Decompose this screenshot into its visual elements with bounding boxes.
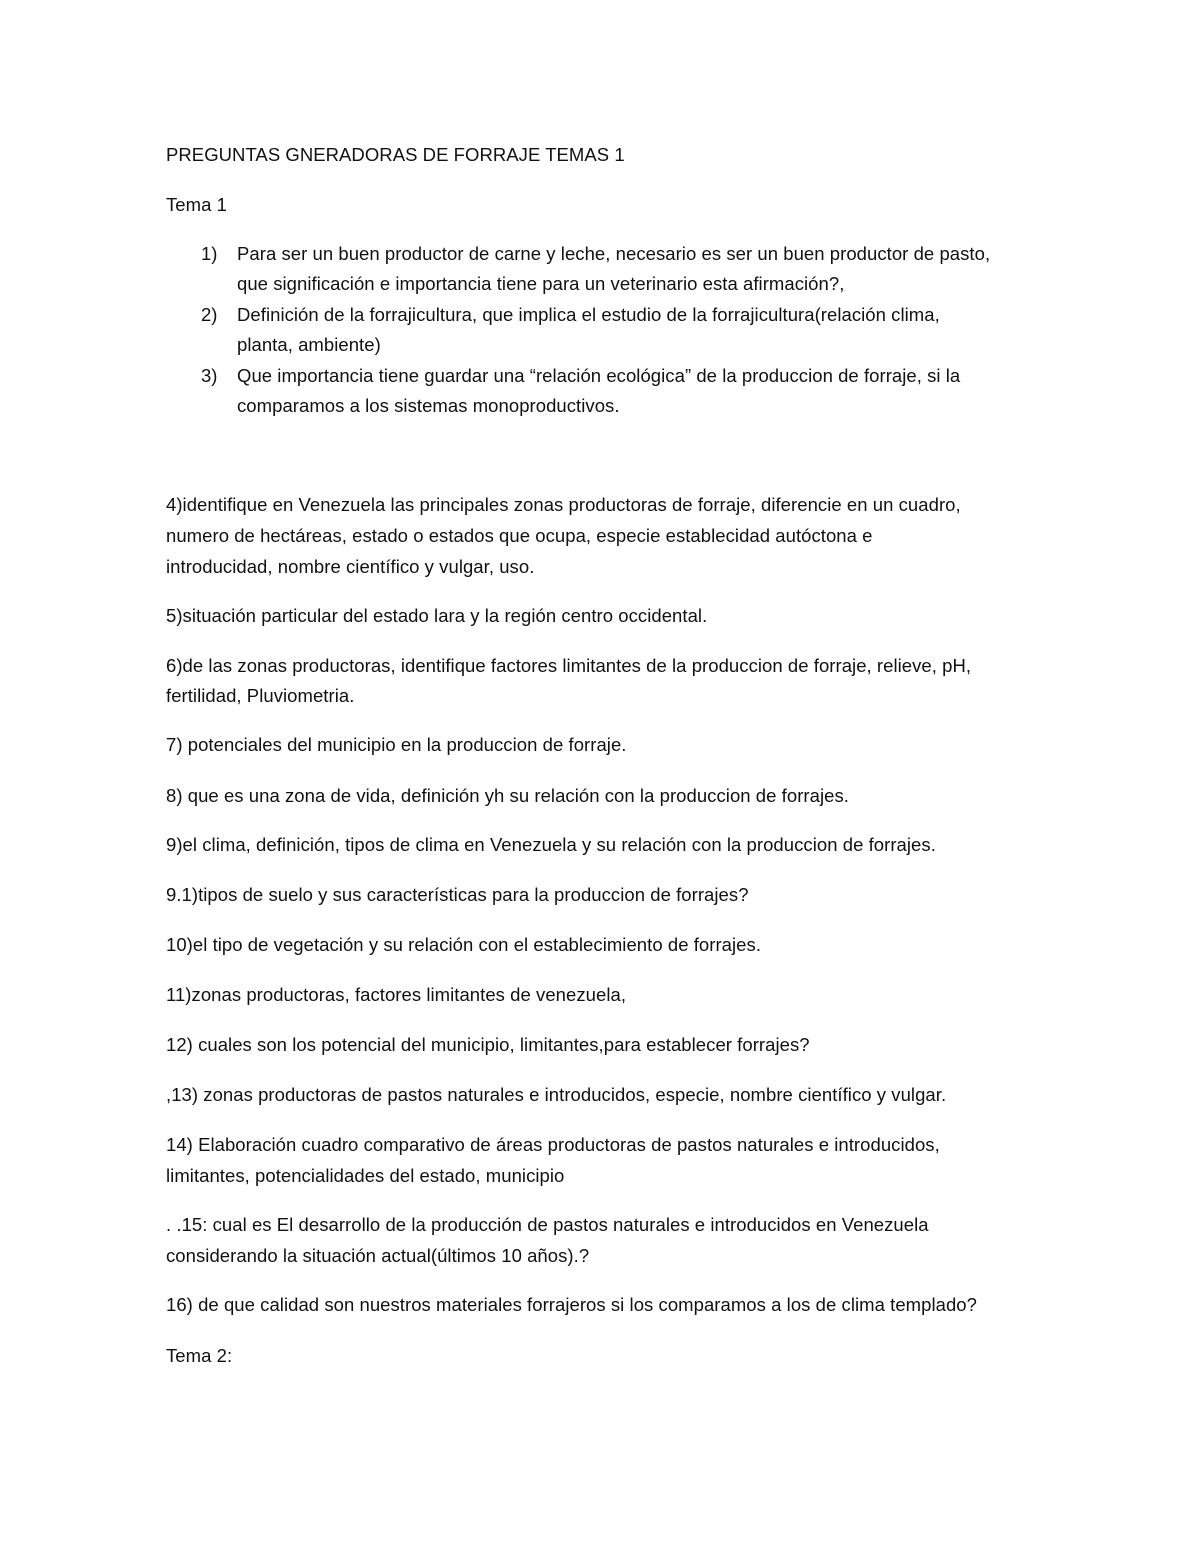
document-title: PREGUNTAS GNERADORAS DE FORRAJE TEMAS 1 [166,144,625,165]
tema-1-heading: Tema 1 [166,194,227,215]
list-item-1-line-1: Para ser un buen productor de carne y leche, necesario es ser un buen productor de pasto, [237,243,991,264]
paragraph-5: 5)situación particular del estado lara y la región centro occidental. [166,605,708,626]
list-item-3-line-2: comparamos a los sistemas monoproductivos. [237,395,620,416]
paragraph-4-line-1: 4)identifique en Venezuela las principales zonas productoras de forraje, diferencie en un cuadro, [166,494,961,515]
paragraph-9-1: 9.1)tipos de suelo y sus características para la produccion de forrajes? [166,884,749,905]
paragraph-6-line-2: fertilidad, Pluviometria. [166,685,355,706]
paragraph-11: 11)zonas productoras, factores limitantes de venezuela, [166,984,627,1005]
paragraph-10: 10)el tipo de vegetación y su relación con el establecimiento de forrajes. [166,934,762,955]
tema-2-heading: Tema 2: [166,1345,233,1366]
paragraph-16: 16) de que calidad son nuestros materiales forrajeros si los comparamos a los de clima templado? [166,1294,977,1315]
paragraph-9: 9)el clima, definición, tipos de clima en Venezuela y su relación con la produccion de forrajes. [166,834,936,855]
paragraph-15-line-1: . .15: cual es El desarrollo de la producción de pastos naturales e introducidos en Venezuela [166,1214,929,1235]
paragraph-15-line-2: considerando la situación actual(últimos 10 años).? [166,1245,590,1266]
paragraph-6-line-1: 6)de las zonas productoras, identifique factores limitantes de la produccion de forraje, relieve, pH, [166,655,972,676]
paragraph-4-line-2: numero de hectáreas, estado o estados que ocupa, especie establecidad autóctona e [166,525,873,546]
list-item-2-line-1: Definición de la forrajicultura, que implica el estudio de la forrajicultura(relación clima, [237,304,940,325]
paragraph-8: 8) que es una zona de vida, definición yh su relación con la produccion de forrajes. [166,785,849,806]
list-number-1: 1) [201,243,218,264]
paragraph-14-line-1: 14) Elaboración cuadro comparativo de áreas productoras de pastos naturales e introducidos, [166,1134,940,1155]
paragraph-12: 12) cuales son los potencial del municipio, limitantes,para establecer forrajes? [166,1034,810,1055]
paragraph-13: ,13) zonas productoras de pastos naturales e introducidos, especie, nombre científico y vulgar. [166,1084,947,1105]
paragraph-14-line-2: limitantes, potencialidades del estado, municipio [166,1165,565,1186]
list-number-2: 2) [201,304,218,325]
paragraph-4-line-3: introducidad, nombre científico y vulgar, uso. [166,556,535,577]
list-number-3: 3) [201,365,218,386]
list-item-1-line-2: que significación e importancia tiene para un veterinario esta afirmación?, [237,273,845,294]
paragraph-7: 7) potenciales del municipio en la produccion de forraje. [166,734,627,755]
list-item-3-line-1: Que importancia tiene guardar una “relación ecológica” de la produccion de forraje, si la [237,365,961,386]
list-item-2-line-2: planta, ambiente) [237,334,381,355]
